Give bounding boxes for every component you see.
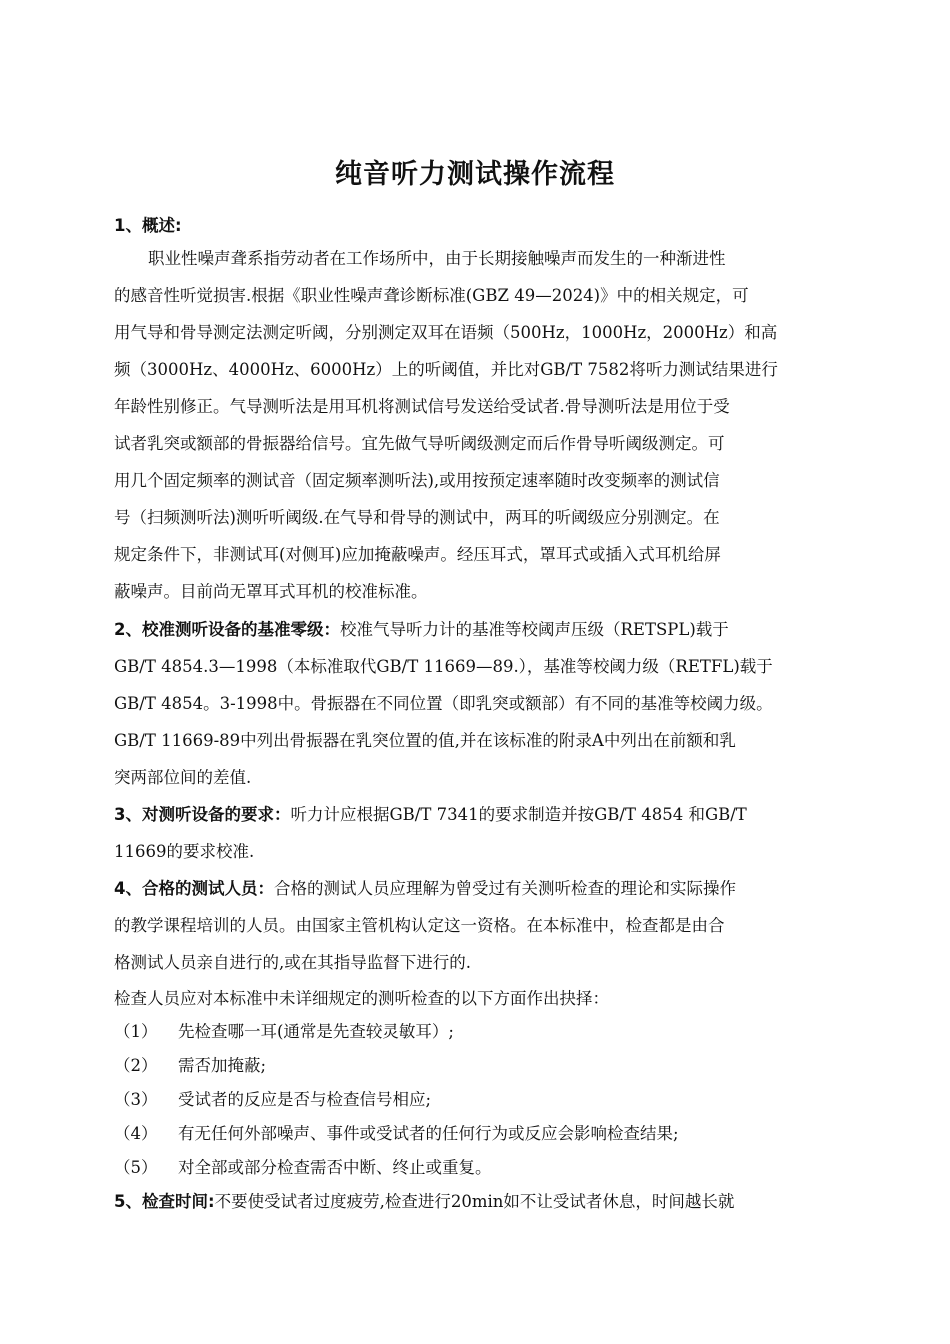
paragraph-line: 的教学课程培训的人员。由国家主管机构认定这一资格。在本标准中，检查都是由合 xyxy=(114,916,725,935)
paragraph-line: 职业性噪声聋系指劳动者在工作场所中，由于长期接触噪声而发生的一种渐进性 xyxy=(148,249,726,268)
list-item xyxy=(114,1124,679,1144)
paragraph-line: 11669的要求校准. xyxy=(114,842,255,861)
paragraph-line: 频（3000Hz、4000Hz、6000Hz）上的听阈值，并比对GB/T 7582将听力测试结果进行 xyxy=(114,360,778,379)
section-3-heading: 3、对测听设备的要求： xyxy=(114,805,291,824)
paragraph-text: 不要使受试者过度疲劳,检查进行20min如不让受试者休息，时间越长就 xyxy=(214,1192,735,1211)
list-item-text: 对全部或部分检查需否中断、终止或重复。 xyxy=(178,1158,492,1177)
paragraph-line: 年龄性别修正。气导测听法是用耳机将测试信号发送给受试者.骨导测听法是用位于受 xyxy=(114,397,730,416)
list-item-number: （2） xyxy=(114,1056,158,1075)
list-item-number: （5） xyxy=(114,1158,158,1177)
list-item-text: 需否加掩蔽; xyxy=(178,1056,267,1075)
section-4-line xyxy=(114,879,736,899)
paragraph-text: 合格的测试人员应理解为曾受过有关测听检查的理论和实际操作 xyxy=(273,879,736,898)
page-title: 纯音听力测试操作流程 xyxy=(335,159,615,190)
paragraph-line: 检查人员应对本标准中未详细规定的测听检查的以下方面作出抉择： xyxy=(114,989,609,1008)
paragraph-text: 听力计应根据GB/T 7341的要求制造并按GB/T 4854 和GB/T xyxy=(290,805,747,824)
section-1-heading: 1、概述: xyxy=(114,216,182,235)
list-item xyxy=(114,1022,454,1042)
section-3-line xyxy=(114,805,747,825)
paragraph-line: 用几个固定频率的测试音（固定频率测听法),或用按预定速率随时改变频率的测试信 xyxy=(114,471,720,490)
paragraph-line: GB/T 4854。3-1998中。骨振器在不同位置（即乳突或额部）有不同的基准等校阈力级。 xyxy=(114,694,773,713)
paragraph-line: 蔽噪声。目前尚无罩耳式耳机的校准标准。 xyxy=(114,582,428,601)
list-item xyxy=(114,1056,266,1076)
paragraph-line: 号（扫频测听法)测听听阈级.在气导和骨导的测试中，两耳的听阈级应分别测定。在 xyxy=(114,508,720,527)
section-2-line xyxy=(114,620,729,640)
list-item-number: （4） xyxy=(114,1124,158,1143)
paragraph-line: 试者乳突或额部的骨振器给信号。宜先做气导听阈级测定而后作骨导听阈级测定。可 xyxy=(114,434,725,453)
paragraph-text: 校准气导听力计的基准等校阈声压级（RETSPL)载于 xyxy=(339,620,729,639)
list-item xyxy=(114,1158,492,1178)
paragraph-line: 规定条件下，非测试耳(对侧耳)应加掩蔽噪声。经压耳式，罩耳式或插入式耳机给屏 xyxy=(114,545,721,564)
section-5-heading: 5、检查时间: xyxy=(114,1192,215,1211)
paragraph-line: 的感音性听觉损害.根据《职业性噪声聋诊断标准(GBZ 49—2024)》中的相关规定，可 xyxy=(114,286,749,305)
paragraph-line: 格测试人员亲自进行的,或在其指导监督下进行的. xyxy=(114,953,471,972)
list-item-text: 有无任何外部噪声、事件或受试者的任何行为或反应会影响检查结果; xyxy=(178,1124,679,1143)
list-item xyxy=(114,1090,431,1110)
paragraph-line: 用气导和骨导测定法测定听阈，分别测定双耳在语频（500Hz，1000Hz，2000Hz）和高 xyxy=(114,323,778,342)
list-item-number: （1） xyxy=(114,1022,158,1041)
section-4-heading: 4、合格的测试人员： xyxy=(114,879,274,898)
list-item-text: 先检查哪一耳(通常是先查较灵敏耳）; xyxy=(178,1022,454,1041)
paragraph-line: GB/T 11669-89中列出骨振器在乳突位置的值,并在该标准的附录A中列出在前额和乳 xyxy=(114,731,736,750)
paragraph-line: GB/T 4854.3—1998（本标准取代GB/T 11669—89.），基准等校阈力级（RETFL)载于 xyxy=(114,657,773,676)
section-5-line xyxy=(114,1192,734,1212)
list-item-text: 受试者的反应是否与检查信号相应; xyxy=(178,1090,432,1109)
section-2-heading: 2、校准测听设备的基准零级： xyxy=(114,620,340,639)
list-item-number: （3） xyxy=(114,1090,158,1109)
paragraph-line: 突两部位间的差值. xyxy=(114,768,252,787)
